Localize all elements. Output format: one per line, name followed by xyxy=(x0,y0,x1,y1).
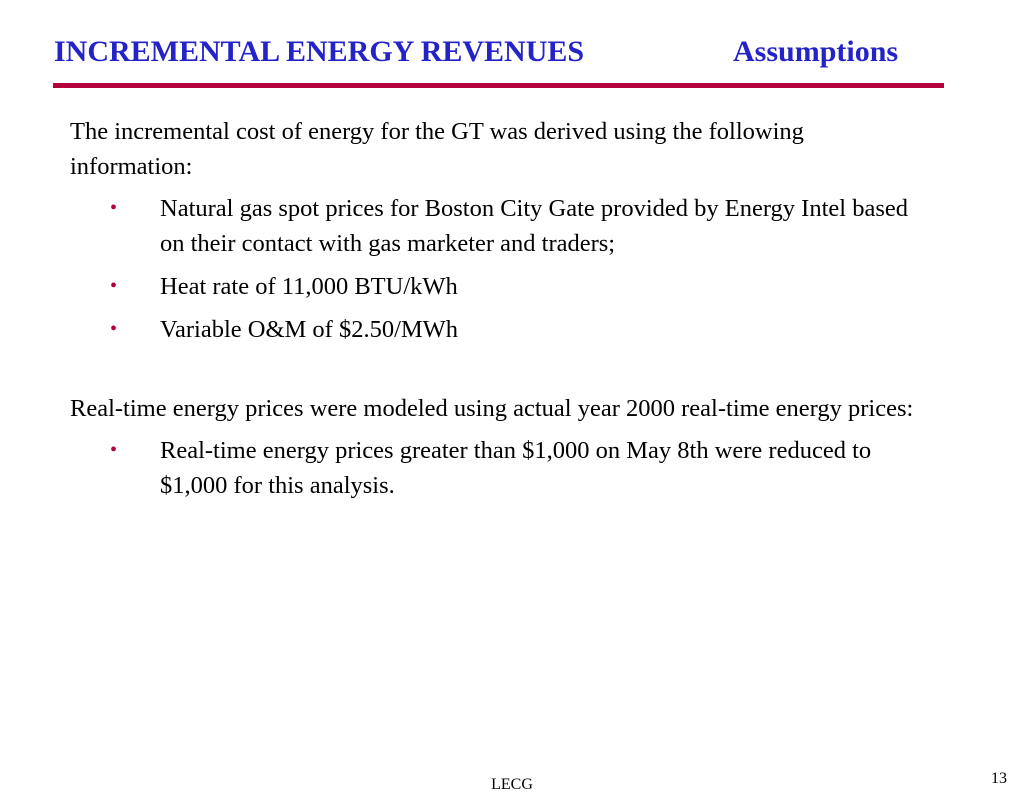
bullet-icon: • xyxy=(110,318,118,340)
list-item xyxy=(70,433,930,503)
list-item xyxy=(70,191,930,261)
footer-company: LECG xyxy=(491,776,533,793)
page-number: 13 xyxy=(991,770,1007,787)
bullet-icon: • xyxy=(110,439,118,461)
section-spacer xyxy=(70,355,930,391)
bullet-icon: • xyxy=(110,275,118,297)
slide-content xyxy=(70,114,930,511)
bullet-text: Real-time energy prices greater than $1,000 on May 8th were reduced to $1,000 for this analysis. xyxy=(160,437,872,499)
list-item xyxy=(70,269,930,304)
section1-bullet-list xyxy=(70,191,930,347)
section1-intro: The incremental cost of energy for the GT was derived using the following information: xyxy=(70,118,804,180)
section2-intro: Real-time energy prices were modeled using actual year 2000 real-time energy prices: xyxy=(70,395,914,422)
slide-title: INCREMENTAL ENERGY REVENUES xyxy=(54,35,585,68)
bullet-text: Natural gas spot prices for Boston City Gate provided by Energy Intel based on their contact with gas marketer and traders; xyxy=(160,195,908,257)
bullet-text: Heat rate of 11,000 BTU/kWh xyxy=(160,273,458,300)
list-item xyxy=(70,312,930,347)
section2-bullet-list xyxy=(70,433,930,503)
bullet-text: Variable O&M of $2.50/MWh xyxy=(160,316,459,343)
title-divider xyxy=(53,83,944,88)
bullet-icon: • xyxy=(110,197,118,219)
slide-subtitle: Assumptions xyxy=(733,35,899,68)
